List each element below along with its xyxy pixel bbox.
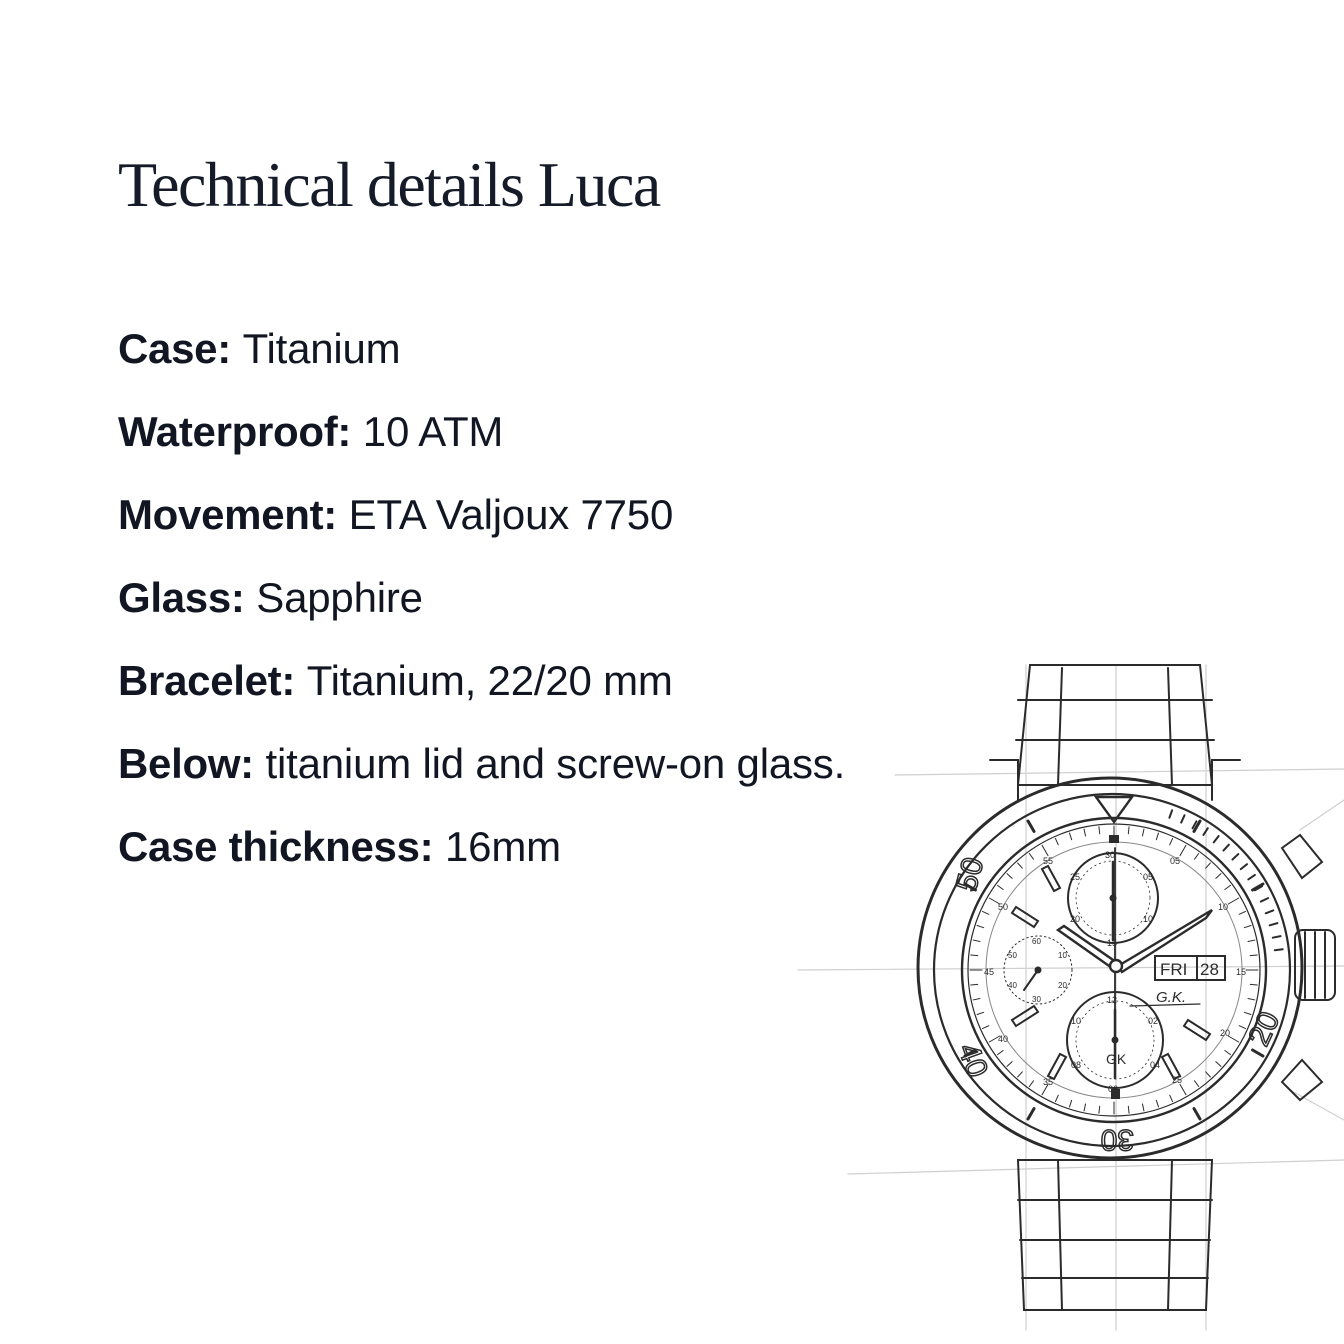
minute-tick xyxy=(1170,838,1173,844)
day-label: FRI xyxy=(1160,960,1188,979)
minute-tick xyxy=(1248,998,1255,999)
subdial-number: 50 xyxy=(1008,951,1017,960)
minute-tick xyxy=(1225,1051,1231,1055)
subdial-number: 10 xyxy=(1058,951,1067,960)
minute-tick xyxy=(977,1012,984,1014)
subdial-number: 10 xyxy=(1071,1016,1082,1026)
minute-tick xyxy=(971,984,978,985)
subdial-number: 05 xyxy=(1143,872,1154,882)
bezel-minute-tick xyxy=(1275,949,1283,950)
bracelet-bottom xyxy=(1018,1160,1212,1310)
spec-glass xyxy=(118,571,845,654)
spec-value: Titanium, 22/20 mm xyxy=(306,657,673,704)
minute-tick xyxy=(1099,827,1100,834)
spec-case xyxy=(118,322,845,405)
bezel-minute-tick xyxy=(1270,923,1278,925)
minute-number: 45 xyxy=(984,967,995,977)
spec-waterproof xyxy=(118,405,845,488)
spec-label: Case thickness: xyxy=(118,823,434,870)
subdial-number: 08 xyxy=(1071,1060,1082,1070)
minute-tick xyxy=(1216,874,1221,879)
subdial-number: 25 xyxy=(1070,872,1081,882)
bezel-minute-tick xyxy=(1241,864,1247,869)
subdial-number: 15 xyxy=(1107,938,1118,948)
spec-case-thickness xyxy=(118,820,845,903)
subdial-number: 30 xyxy=(1032,995,1041,1004)
spec-value: ETA Valjoux 7750 xyxy=(348,491,674,538)
subdial-number: 40 xyxy=(1008,981,1017,990)
minute-number: 15 xyxy=(1236,967,1247,977)
minute-tick xyxy=(1042,845,1048,855)
subdial-top xyxy=(1068,850,1158,948)
spec-value: 16mm xyxy=(445,823,561,870)
minute-number: 50 xyxy=(998,902,1009,912)
subdial-left xyxy=(1004,936,1072,1004)
minute-tick xyxy=(1055,838,1058,844)
bezel-minute-tick xyxy=(1223,845,1228,851)
bezel-minute-tick xyxy=(1261,898,1268,901)
spec-value: Sapphire xyxy=(256,574,423,621)
minute-number: 55 xyxy=(1043,856,1054,866)
minute-tick xyxy=(1180,1084,1186,1094)
minute-tick xyxy=(973,940,980,941)
minute-tick xyxy=(998,885,1004,889)
minute-tick xyxy=(1225,885,1231,889)
spec-label: Below: xyxy=(118,740,254,787)
bezel-tick xyxy=(1028,821,1034,831)
bezel-minute-tick xyxy=(1214,836,1219,842)
minute-tick xyxy=(1018,863,1023,868)
spec-movement xyxy=(118,488,845,571)
minute-tick xyxy=(1248,940,1255,941)
spec-label: Case: xyxy=(118,325,231,372)
minute-tick xyxy=(1070,1100,1072,1107)
minute-number: 05 xyxy=(1170,856,1181,866)
watch-sketch xyxy=(790,650,1344,1344)
minute-tick xyxy=(1250,984,1257,985)
bezel-minute-tick xyxy=(1266,910,1273,913)
bracelet-top xyxy=(990,665,1240,800)
minute-tick xyxy=(1250,955,1257,956)
minute-tick xyxy=(1142,829,1143,836)
spec-value: 10 ATM xyxy=(362,408,504,455)
bezel-minute-tick xyxy=(1248,875,1255,879)
spec-list xyxy=(118,322,845,903)
minute-number: 35 xyxy=(1043,1077,1054,1087)
minute-tick xyxy=(1055,1095,1058,1101)
subdial-number: 12 xyxy=(1107,995,1118,1005)
spec-label: Waterproof: xyxy=(118,408,352,455)
day-date-window xyxy=(1130,956,1225,1006)
minute-number: 20 xyxy=(1220,1028,1231,1038)
minute-tick xyxy=(1007,874,1012,879)
minute-tick xyxy=(982,1026,988,1029)
bezel-tick xyxy=(1253,1050,1263,1056)
subdial-number: 20 xyxy=(1070,914,1081,924)
minute-tick xyxy=(1180,845,1186,855)
minute-tick xyxy=(1228,898,1238,904)
signature: G.K. xyxy=(1156,989,1187,1006)
subdial-number: 10 xyxy=(1143,914,1154,924)
minute-tick xyxy=(1099,1106,1100,1113)
minute-tick xyxy=(1084,829,1085,836)
minute-tick xyxy=(1195,854,1199,860)
minute-tick xyxy=(1170,1095,1173,1101)
bezel-tick xyxy=(1028,1109,1034,1119)
minute-tick xyxy=(1142,1104,1143,1111)
minute-tick xyxy=(1244,926,1251,928)
bezel-number-20: 20 xyxy=(1242,1006,1287,1051)
minute-tick xyxy=(1018,1072,1023,1077)
minute-number: 10 xyxy=(1218,902,1229,912)
bezel-number-50: 50 xyxy=(949,854,991,895)
spec-bracelet xyxy=(118,654,845,737)
minute-tick xyxy=(1195,1081,1199,1087)
minute-tick xyxy=(998,1051,1004,1055)
minute-tick xyxy=(1239,1026,1245,1029)
minute-tick xyxy=(1128,827,1129,834)
spec-below xyxy=(118,737,845,820)
bezel-minute-tick xyxy=(1232,854,1238,859)
subdial-number: 02 xyxy=(1148,1016,1159,1026)
subdial-number: 60 xyxy=(1032,937,1041,946)
minute-number: 25 xyxy=(1172,1075,1183,1085)
minute-tick xyxy=(1007,1062,1012,1067)
spec-label: Bracelet: xyxy=(118,657,296,704)
page-title: Technical details Luca xyxy=(118,149,660,220)
minute-tick xyxy=(1084,1104,1085,1111)
minute-tick xyxy=(977,926,984,928)
minute-tick xyxy=(1239,911,1245,914)
watch-illustration xyxy=(790,650,1344,1344)
minute-tick xyxy=(973,998,980,999)
bezel-minute-tick xyxy=(1169,810,1172,818)
minute-tick xyxy=(1029,1081,1033,1087)
minute-tick xyxy=(1216,1062,1221,1067)
subdial-number: 30 xyxy=(1105,850,1116,860)
subdial-logo: GK xyxy=(1106,1051,1127,1067)
minute-tick xyxy=(1244,1012,1251,1014)
bezel-number-30: 30 xyxy=(1100,1123,1134,1156)
date-label: 28 xyxy=(1200,960,1219,979)
minute-number: 40 xyxy=(998,1034,1009,1044)
bezel-number-40: 40 xyxy=(951,1039,994,1082)
minute-tick xyxy=(982,911,988,914)
minute-tick xyxy=(1156,1100,1158,1107)
minute-tick xyxy=(1128,1106,1129,1113)
minute-tick xyxy=(971,955,978,956)
construction-lines xyxy=(798,665,1344,1330)
bezel-minute-tick xyxy=(1181,815,1184,822)
bezel-tick xyxy=(1194,1109,1200,1119)
subdial-number: 06 xyxy=(1108,1084,1119,1094)
subdial-number: 20 xyxy=(1058,981,1067,990)
spec-value: titanium lid and screw-on glass. xyxy=(265,740,846,787)
subdial-number: 04 xyxy=(1150,1060,1161,1070)
spec-value: Titanium xyxy=(242,325,401,372)
minute-tick xyxy=(1070,833,1072,840)
minute-tick xyxy=(1029,854,1033,860)
spec-label: Movement: xyxy=(118,491,337,538)
bezel-minute-tick xyxy=(1273,936,1281,938)
minute-tick xyxy=(1156,833,1158,840)
spec-label: Glass: xyxy=(118,574,245,621)
